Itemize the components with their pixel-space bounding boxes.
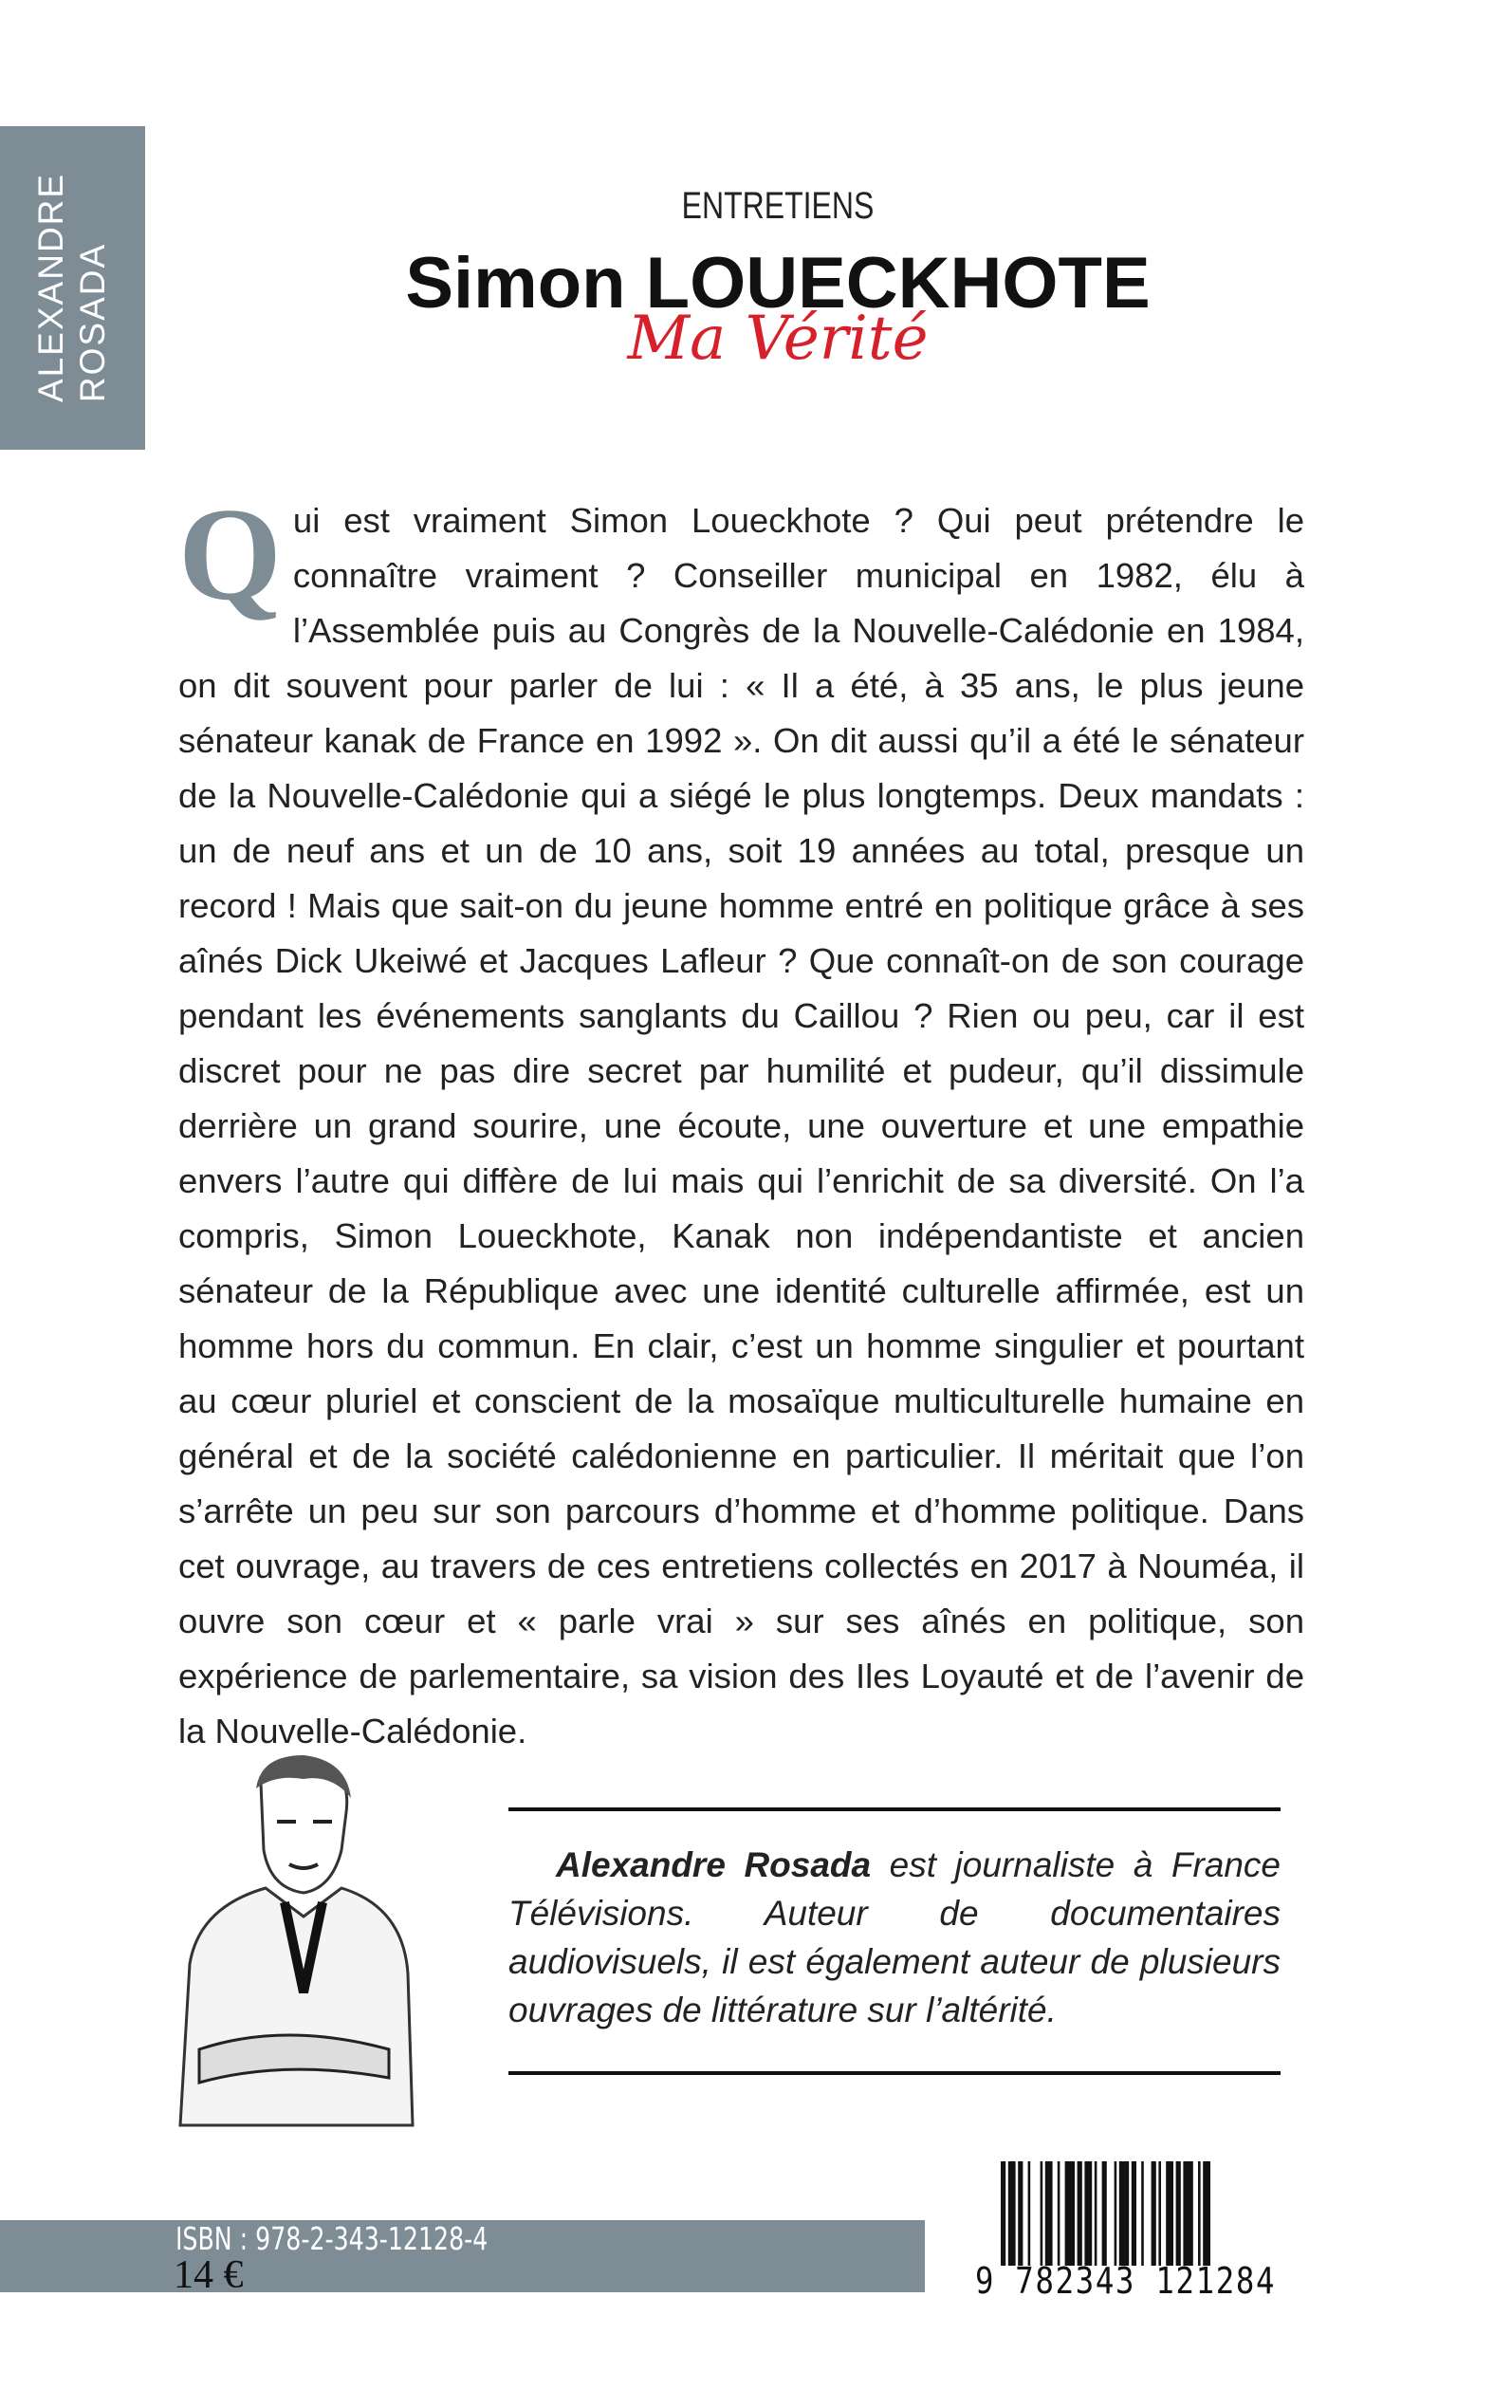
price: 14 € — [174, 2253, 244, 2297]
bio-bottom-rule — [508, 2071, 1281, 2075]
blurb-text: ui est vraiment Simon Loueckhote ? Qui peut prétendre le connaître vraiment ? Conseiller municipal en 1982, élu à l’Assemblée puis au Congrès de la Nouvelle-Calédonie en 1984, on dit souvent pour parler de lui : « Il a été, à 35 ans, le plus jeune sénateur kanak de France en 1992 ». On dit aussi qu’il a été le sénateur de la Nouvelle-Calédonie qui a siégé le plus longtemps. Deux mandats : un de neuf ans et un de 10 ans, soit 19 années au total, presque un record ! Mais que sait-on du jeune homme entré en politique grâce à ses aînés Dick Ukeiwé et Jacques Lafleur ? Que connaît-on de son courage pendant les événements sanglants du Caillou ? Rien ou peu, car il est discret pour ne pas dire secret par humilité et pudeur, qu’il dissimule derrière un grand sourire, une écoute, une ouverture et une empathie envers l’autre qui diffère de lui mais qui l’enrichit de sa diversité. On l’a compris, Simon Loueckhote, Kanak non indépendantiste et ancien sénateur de la République avec une identité culturelle affirmée, est un homme hors du commun. En clair, c’est un homme singulier et pourtant au cœur pluriel et conscient de la mosaïque multiculturelle humaine en général et de la société calédonienne en particulier. Il méritait que l’on s’arrête un peu sur son parcours d’homme et d’homme politique. Dans cet ouvrage, au travers de ces entretiens collectés en 2017 à Nouméa, il ouvre son cœur et « parle vrai » sur ses aînés en politique, son expérience de parlementaire, sa vision des Iles Loyauté et de l’avenir de la Nouvelle-Calédonie. — [178, 501, 1304, 1750]
barcode-bar — [1176, 2161, 1181, 2266]
barcode-bar — [1065, 2161, 1075, 2266]
barcode-bar — [1183, 2161, 1192, 2266]
barcode-bar — [1198, 2161, 1201, 2266]
book-title: Simon LOUECKHOTE — [405, 243, 1151, 324]
barcode-bar — [1041, 2161, 1043, 2266]
barcode-bar — [1018, 2161, 1023, 2266]
book-subtitle: Ma Vérité — [627, 304, 929, 374]
barcode-bar — [1084, 2161, 1092, 2266]
barcode-bar — [1119, 2161, 1129, 2266]
barcode-bar — [1203, 2161, 1210, 2266]
author-bio — [508, 1841, 1281, 2034]
author-first-name: ALEXANDRE — [31, 172, 70, 403]
bio-author-name: Alexandre Rosada — [556, 1845, 872, 1884]
barcode-bar — [1152, 2161, 1156, 2266]
barcode-bar — [1001, 2161, 1005, 2266]
barcode-bar — [1141, 2161, 1144, 2266]
barcode-bar — [1008, 2161, 1016, 2266]
barcode-bar — [1158, 2161, 1161, 2266]
barcode-bar — [1028, 2161, 1031, 2266]
barcode-digits: 9 782343 121284 — [975, 2260, 1277, 2302]
barcode-bar — [1045, 2161, 1053, 2266]
author-portrait — [171, 1746, 417, 2135]
barcode-bar — [1166, 2161, 1173, 2266]
barcode-bar — [1095, 2161, 1097, 2266]
bio-text: est journaliste à France Télévisions. Auteur de documentaires audiovisuels, il est également auteur de plusieurs ouvrages de littérature sur l’altérité. — [508, 1845, 1281, 2029]
barcode-bar — [1132, 2161, 1136, 2266]
drop-cap: Q — [178, 481, 282, 628]
barcode-bar — [1058, 2161, 1060, 2266]
barcode — [1001, 2161, 1318, 2266]
barcode-bar — [1078, 2161, 1082, 2266]
blurb-paragraph — [178, 481, 1304, 1759]
bio-top-rule — [508, 1807, 1281, 1811]
series-kicker: ENTRETIENS — [681, 185, 875, 227]
barcode-bar — [1102, 2161, 1107, 2266]
barcode-bar — [1115, 2161, 1117, 2266]
isbn-text: ISBN : 978-2-343-12128-4 — [175, 2220, 489, 2257]
author-last-name: ROSADA — [73, 242, 112, 403]
